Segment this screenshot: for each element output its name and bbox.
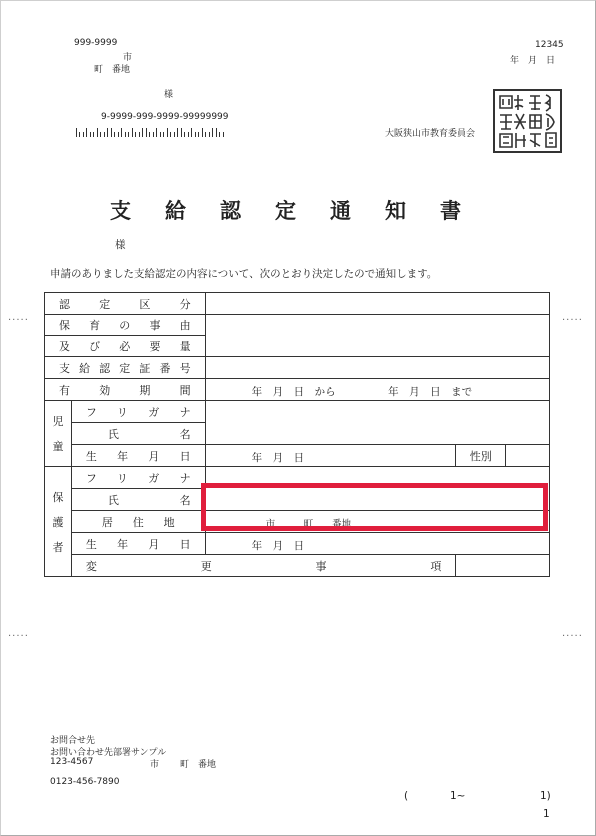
side-mark: ..... <box>562 312 583 323</box>
contact-city: 市 <box>150 760 160 770</box>
contact-department: お問い合わせ先部署サンプル <box>50 748 167 758</box>
side-mark: ..... <box>8 628 29 639</box>
issue-date: 年 月 日 <box>510 56 556 66</box>
address-city: 市 <box>123 53 133 63</box>
postal-code: 999-9999 <box>74 38 118 48</box>
page-open: ( <box>404 790 409 802</box>
label-valid-period: 有効期間 <box>45 379 206 401</box>
label-guardian-address: 居住地 <box>71 511 205 533</box>
label-guardian-furigana: フリガナ <box>71 467 205 489</box>
label-certification-category: 認定区分 <box>45 293 206 315</box>
label-certificate-number: 支給認定証番号 <box>45 357 206 379</box>
label-childcare-reason: 保育の事由 <box>45 315 206 336</box>
valid-period-text: 年 月 日 から 年 月 日 まで <box>251 386 473 398</box>
label-required-amount: 及び必要量 <box>45 336 206 357</box>
value-certification-category <box>205 293 549 315</box>
issuer-name: 大阪狭山市教育委員会 <box>385 129 476 139</box>
value-gender <box>506 445 550 467</box>
guardian-address-text: 市 町 番地 <box>265 519 352 530</box>
value-childcare-reason <box>205 315 549 357</box>
label-guardian-dob: 生年月日 <box>71 533 205 555</box>
value-certificate-number <box>205 357 549 379</box>
official-seal <box>492 88 563 154</box>
intro-text: 申請のありました支給認定の内容について、次のとおり決定したので通知します。 <box>50 268 438 280</box>
label-gender: 性別 <box>456 445 506 467</box>
recipient-honorific: 様 <box>115 239 126 251</box>
customer-barcode <box>76 128 225 137</box>
contact-label: お問合せ先 <box>50 736 96 746</box>
page-close: 1) <box>540 790 551 802</box>
label-guardian-name: 氏名 <box>71 489 205 511</box>
child-dob-text: 年 月 日 <box>251 452 305 464</box>
value-guardian-dob <box>205 533 549 555</box>
label-change-items: 変更事項 <box>71 555 455 577</box>
customer-code: 9-9999-999-9999-99999999 <box>101 112 229 122</box>
document-title: 支給認定通知書 <box>110 199 495 223</box>
highlight-box <box>201 483 548 531</box>
side-mark: ..... <box>8 312 29 323</box>
value-child-dob <box>205 445 456 467</box>
side-mark: ..... <box>562 628 583 639</box>
honorific: 様 <box>164 90 174 100</box>
value-child-name <box>205 401 549 445</box>
page-range: 1~ <box>450 790 466 802</box>
contact-phone: 0123-456-7890 <box>50 777 120 787</box>
value-change-items <box>456 555 550 577</box>
page-total: 1 <box>543 808 550 820</box>
child-group-label: 児 童 <box>45 401 72 467</box>
contact-town: 町 番地 <box>180 760 217 770</box>
guardian-group-label: 保 護 者 <box>45 467 72 577</box>
certification-form <box>44 292 550 577</box>
address-town: 町 番地 <box>94 65 131 75</box>
document-number: 12345 <box>535 40 564 50</box>
guardian-dob-text: 年 月 日 <box>251 540 305 552</box>
label-child-furigana: フリガナ <box>71 401 205 423</box>
contact-postal: 123-4567 <box>50 757 94 767</box>
label-child-name: 氏名 <box>71 423 205 445</box>
label-child-dob: 生年月日 <box>71 445 205 467</box>
value-valid-period <box>205 379 549 401</box>
